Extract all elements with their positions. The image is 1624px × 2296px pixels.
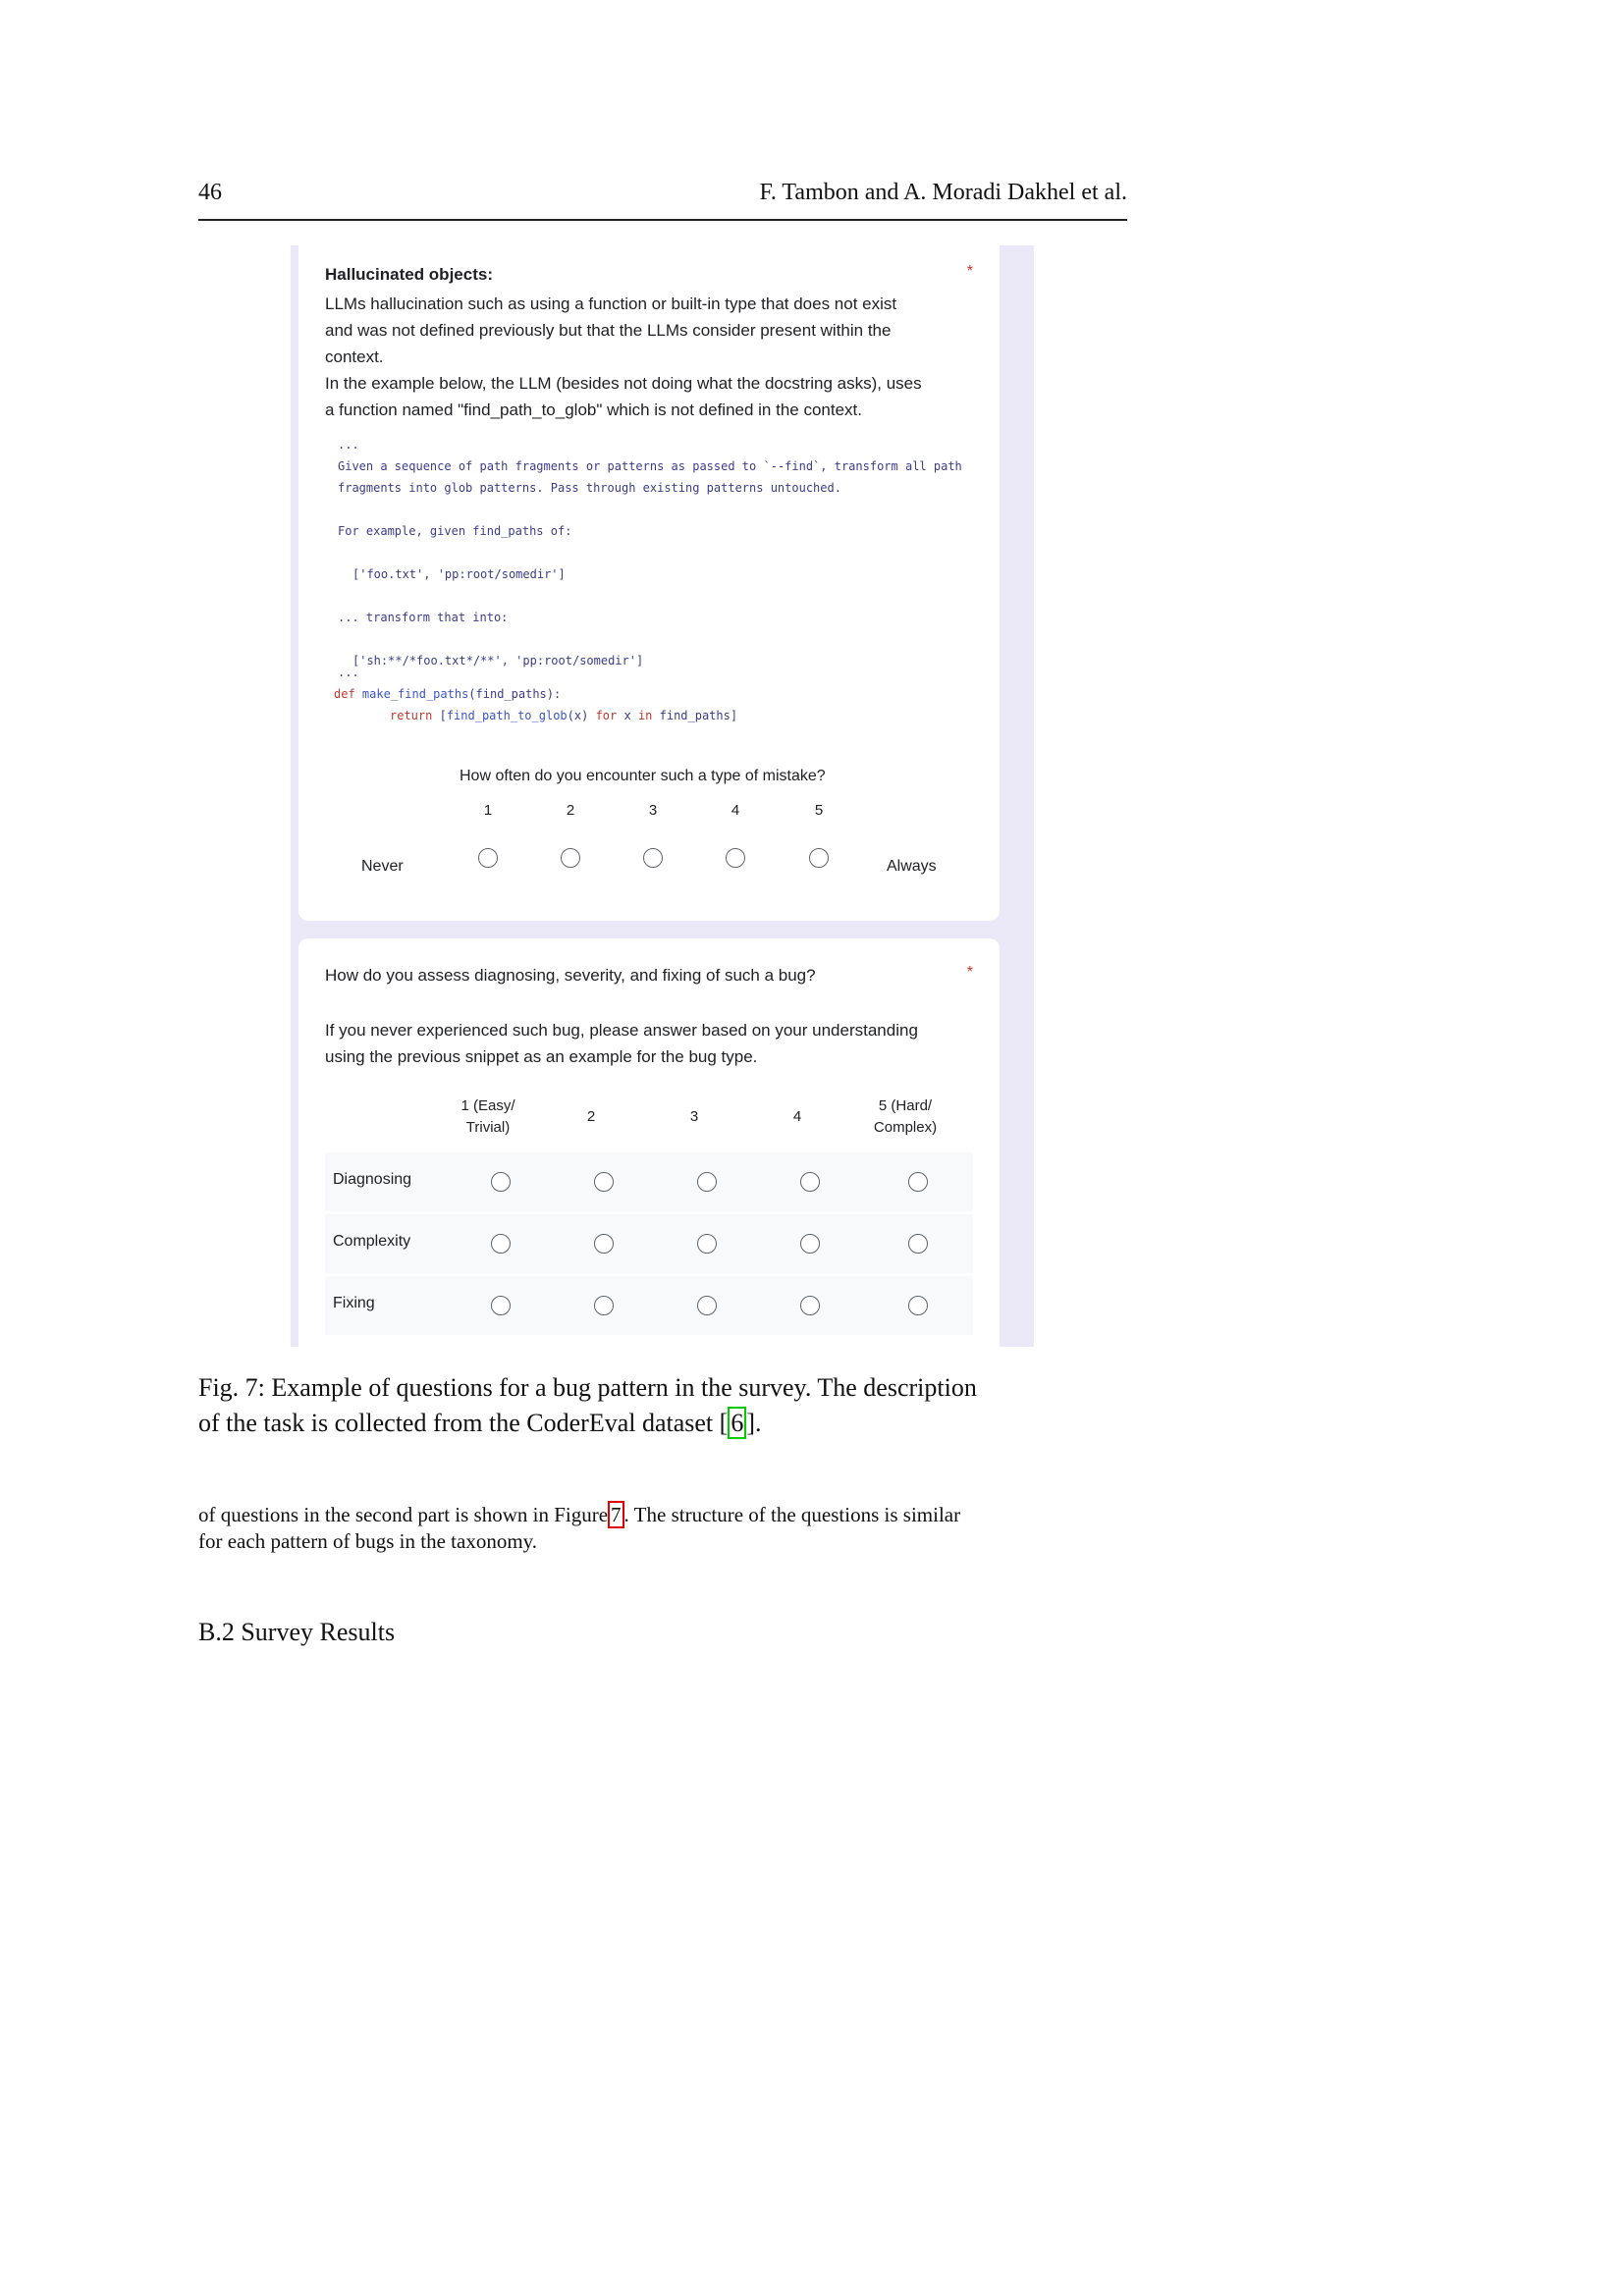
column-header-line: Trivial): [465, 1119, 511, 1136]
grid-radio[interactable]: [594, 1296, 614, 1315]
docstring-line: ['foo.txt', 'pp:root/somedir']: [352, 567, 566, 581]
grid-radio[interactable]: [697, 1296, 717, 1315]
grid-radio[interactable]: [908, 1234, 928, 1254]
running-authors: F. Tambon and A. Moradi Dakhel et al.: [759, 180, 1127, 205]
column-header: 3: [689, 1108, 699, 1125]
function-name: make_find_paths: [361, 687, 469, 701]
grid-radio[interactable]: [491, 1296, 511, 1315]
grid-radio[interactable]: [491, 1172, 511, 1192]
body-text: of questions in the second part is shown in Figure: [198, 1503, 609, 1526]
body-text: . The structure of the questions is similar: [623, 1503, 961, 1526]
grid-radio[interactable]: [800, 1234, 820, 1254]
scale-radio-4[interactable]: [726, 848, 745, 868]
keyword-for: for: [595, 709, 618, 722]
required-mark: *: [966, 263, 973, 280]
column-header: [439, 1094, 537, 1141]
keyword-def: def: [334, 687, 355, 701]
scale-radio-2[interactable]: [561, 848, 580, 868]
question-title: Hallucinated objects:: [325, 265, 493, 284]
code-token: x: [617, 709, 638, 722]
scale-radio-5[interactable]: [809, 848, 829, 868]
code-def-line: [334, 687, 561, 701]
docstring-line: ['sh:**/*foo.txt*/**', 'pp:root/somedir']: [352, 654, 644, 667]
body-line: for each pattern of bugs in the taxonomy.: [198, 1529, 538, 1553]
scale-max-label: Always: [887, 858, 937, 875]
scale-value: 3: [648, 802, 658, 819]
grid-radio[interactable]: [594, 1172, 614, 1192]
grid-radio[interactable]: [908, 1172, 928, 1192]
figure-caption: [198, 1370, 1127, 1441]
scale-radio-3[interactable]: [643, 848, 663, 868]
description-line: context.: [325, 347, 384, 366]
grid-radio[interactable]: [800, 1296, 820, 1315]
row-label: Fixing: [333, 1295, 375, 1311]
code-token: (x): [567, 709, 596, 722]
hallucinated-function: find_path_to_glob: [446, 709, 568, 722]
description-line: In the example below, the LLM (besides not doing what the docstring asks), uses: [325, 374, 922, 393]
question-title: How do you assess diagnosing, severity, and fixing of such a bug?: [325, 966, 816, 985]
scale-min-label: Never: [361, 858, 404, 875]
question-description: [325, 291, 963, 423]
docstring-line: For example, given find_paths of:: [338, 524, 572, 538]
scale-value: 5: [814, 802, 824, 819]
code-token: [: [439, 709, 447, 722]
question-card-assessment: [298, 938, 1000, 1347]
description-line: and was not defined previously but that the LLMs consider present within the: [325, 321, 892, 340]
question-description: [325, 1017, 963, 1070]
description-line: a function named "find_path_to_glob" which is not defined in the context.: [325, 400, 862, 419]
row-label: Complexity: [333, 1233, 411, 1250]
page-number: 46: [198, 180, 222, 205]
body-line: [198, 1502, 1127, 1528]
grid-radio[interactable]: [697, 1172, 717, 1192]
docstring-line: fragments into glob patterns. Pass through existing patterns untouched.: [338, 481, 841, 495]
description-line: LLMs hallucination such as using a function or built-in type that does not exist: [325, 294, 897, 313]
column-header-line: 5 (Hard/: [878, 1097, 933, 1114]
docstring-line: Given a sequence of path fragments or patterns as passed to `--find`, transform all path: [338, 459, 962, 473]
survey-figure: [291, 245, 1034, 1347]
function-args: (find_paths):: [468, 687, 562, 701]
grid-radio[interactable]: [697, 1234, 717, 1254]
scale-value: 4: [731, 802, 740, 819]
column-header-line: Complex): [873, 1119, 938, 1136]
row-label: Diagnosing: [333, 1171, 412, 1188]
citation-link[interactable]: 6: [728, 1407, 746, 1439]
description-line: using the previous snippet as an example for the bug type.: [325, 1047, 758, 1066]
page-header: [198, 180, 1127, 221]
grid-radio[interactable]: [491, 1234, 511, 1254]
docstring-open: ...: [338, 438, 359, 452]
required-mark: *: [966, 964, 973, 981]
grid-row-diagnosing: [325, 1152, 973, 1211]
scale-radio-1[interactable]: [478, 848, 498, 868]
column-header-line: 1 (Easy/: [460, 1097, 515, 1114]
code-token: find_paths]: [652, 709, 738, 722]
caption-text: ].: [746, 1409, 762, 1437]
figure-ref-link[interactable]: 7: [608, 1501, 624, 1528]
scale-value: 2: [566, 802, 575, 819]
grid-radio[interactable]: [800, 1172, 820, 1192]
keyword-return: return: [390, 709, 433, 722]
grid-row-complexity: [325, 1214, 973, 1273]
grid-radio[interactable]: [594, 1234, 614, 1254]
docstring-close: ...: [338, 666, 359, 679]
column-header: 4: [792, 1108, 802, 1125]
column-header: 2: [586, 1108, 596, 1125]
docstring-line: ... transform that into:: [338, 611, 509, 624]
caption-line: [198, 1406, 1127, 1441]
column-header: [856, 1094, 954, 1141]
scale-value: 1: [483, 802, 493, 819]
code-return-line: [390, 709, 737, 722]
scale-question: How often do you encounter such a type of mistake?: [460, 768, 826, 784]
keyword-in: in: [637, 709, 653, 722]
grid-radio[interactable]: [908, 1296, 928, 1315]
description-line: If you never experienced such bug, please answer based on your understanding: [325, 1021, 918, 1040]
section-heading: B.2 Survey Results: [198, 1618, 396, 1646]
grid-row-fixing: [325, 1276, 973, 1335]
body-paragraph: [198, 1502, 1127, 1555]
question-card-hallucinated-objects: [298, 245, 1000, 921]
caption-line: Fig. 7: Example of questions for a bug pattern in the survey. The description: [198, 1373, 977, 1402]
caption-text: of the task is collected from the CoderEval dataset [: [198, 1409, 729, 1437]
